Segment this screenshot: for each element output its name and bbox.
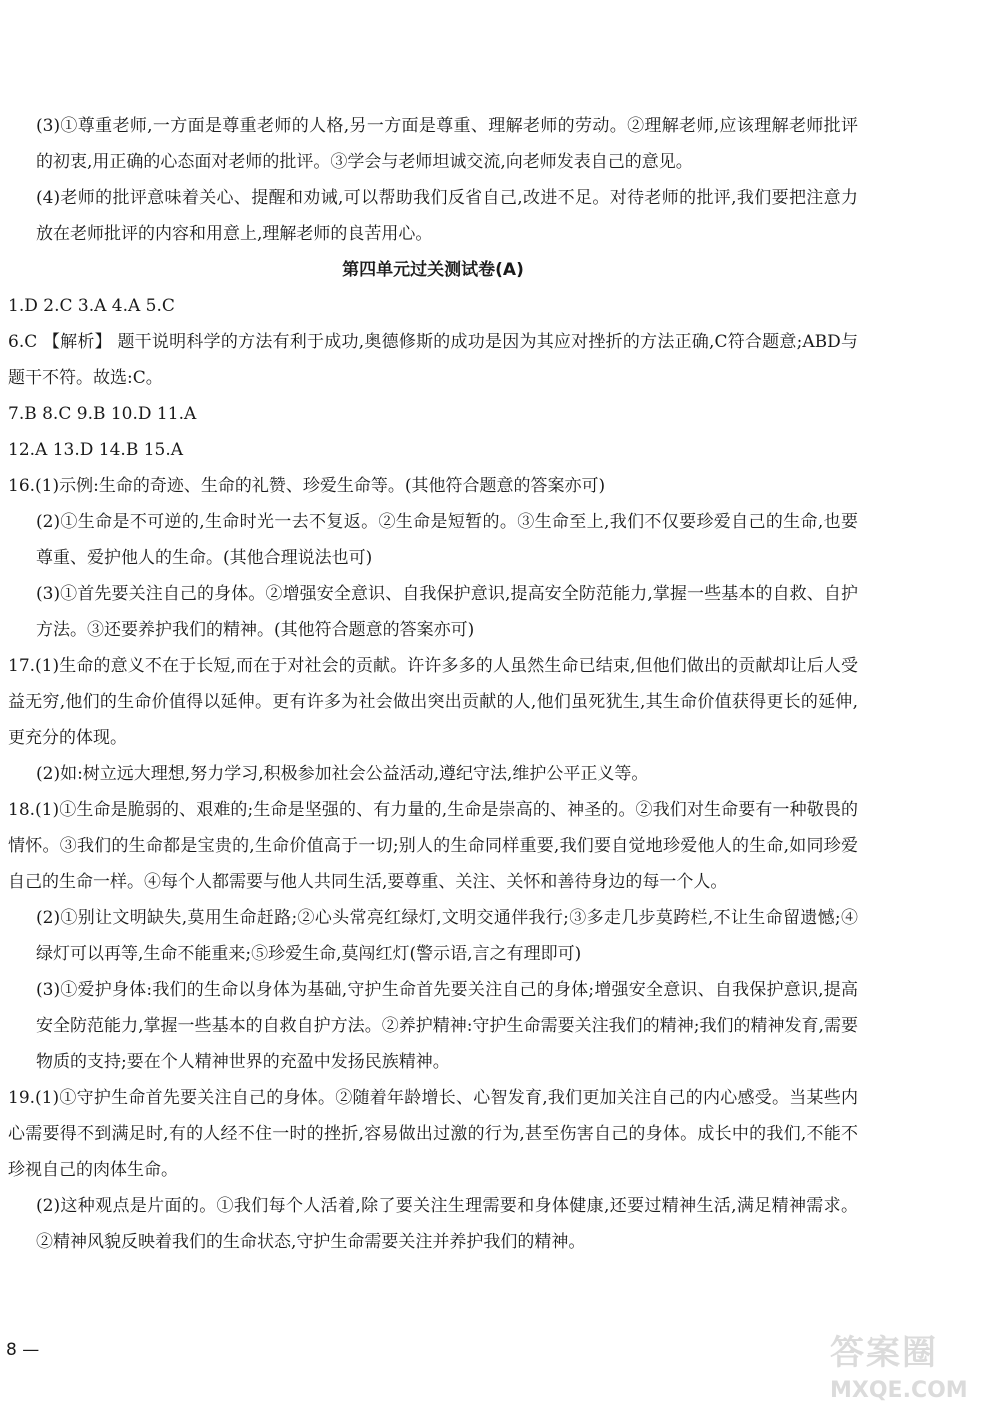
answer-line: 1.D 2.C 3.A 4.A 5.C	[8, 296, 175, 316]
answer-paragraph: (2)①别让文明缺失,莫用生命赶路;②心头常亮红绿灯,文明交通伴我行;③多走几步莫跨栏,不让生命留遗憾;④绿灯可以再等,生命不能重来;⑤珍爱生命,莫闯红灯(警示语,言之有理即可)	[36, 908, 858, 964]
answer-paragraph: (3)①爱护身体:我们的生命以身体为基础,守护生命首先要关注自己的身体;增强安全意识、自我保护意识,提高安全防范能力,掌握一些基本的自救自护方法。②养护精神:守护生命需要关注我们的精神;我们的精神发育,需要物质的支持;要在个人精神世界的充盈中发扬民族精神。	[36, 980, 858, 1072]
answer-paragraph: (2)如:树立远大理想,努力学习,积极参加社会公益活动,遵纪守法,维护公平正义等。	[36, 764, 649, 784]
answer-paragraph: (3)①首先要关注自己的身体。②增强安全意识、自我保护意识,提高安全防范能力,掌握一些基本的自救、自护方法。③还要养护我们的精神。(其他符合题意的答案亦可)	[36, 584, 858, 640]
answer-line: 6.C 【解析】 题干说明科学的方法有利于成功,奥德修斯的成功是因为其应对挫折的方法正确,C符合题意;ABD与题干不符。故选:C。	[8, 332, 858, 388]
watermark-top-text: 答案圈	[830, 1333, 938, 1373]
answer-line: 12.A 13.D 14.B 15.A	[8, 440, 184, 460]
answer-line: 16.(1)示例:生命的奇迹、生命的礼赞、珍爱生命等。(其他符合题意的答案亦可)	[8, 476, 606, 496]
answer-line: 7.B 8.C 9.B 10.D 11.A	[8, 404, 197, 424]
answer-paragraph: (2)这种观点是片面的。①我们每个人活着,除了要关注生理需要和身体健康,还要过精神生活,满足精神需求。②精神风貌反映着我们的生命状态,守护生命需要关注并养护我们的精神。	[36, 1196, 858, 1252]
answer-paragraph: 18.(1)①生命是脆弱的、艰难的;生命是坚强的、有力量的,生命是崇高的、神圣的。②我们对生命要有一种敬畏的情怀。③我们的生命都是宝贵的,生命价值高于一切;别人的生命同样重要,我们要自觉地珍爱他人的生命,如同珍爱自己的生命一样。④每个人都需要与他人共同生活,要尊重、关注、关怀和善待身边的每一个人。	[8, 800, 858, 892]
answer-content	[8, 108, 858, 1260]
watermark-logo	[830, 1325, 990, 1410]
answer-paragraph: (3)①尊重老师,一方面是尊重老师的人格,另一方面是尊重、理解老师的劳动。②理解老师,应该理解老师批评的初衷,用正确的心态面对老师的批评。③学会与老师坦诚交流,向老师发表自己的意见。	[36, 116, 858, 172]
answer-paragraph: 17.(1)生命的意义不在于长短,而在于对社会的贡献。许许多多的人虽然生命已结束,但他们做出的贡献却让后人受益无穷,他们的生命价值得以延伸。更有许多为社会做出突出贡献的人,他们虽死犹生,其生命价值获得更长的延伸,更充分的体现。	[8, 656, 858, 748]
watermark-bottom-text: MXQE.COM	[830, 1378, 968, 1403]
answer-paragraph: 19.(1)①守护生命首先要关注自己的身体。②随着年龄增长、心智发育,我们更加关注自己的内心感受。当某些内心需要得不到满足时,有的人经不住一时的挫折,容易做出过激的行为,甚至伤害自己的身体。成长中的我们,不能不珍视自己的肉体生命。	[8, 1088, 858, 1180]
answer-paragraph: (2)①生命是不可逆的,生命时光一去不复返。②生命是短暂的。③生命至上,我们不仅要珍爱自己的生命,也要尊重、爱护他人的生命。(其他合理说法也可)	[36, 512, 858, 568]
page-number: 8 —	[6, 1340, 40, 1360]
section-title: 第四单元过关测试卷(A)	[342, 260, 524, 280]
answer-paragraph: (4)老师的批评意味着关心、提醒和劝诫,可以帮助我们反省自己,改进不足。对待老师的批评,我们要把注意力放在老师批评的内容和用意上,理解老师的良苦用心。	[36, 188, 858, 244]
